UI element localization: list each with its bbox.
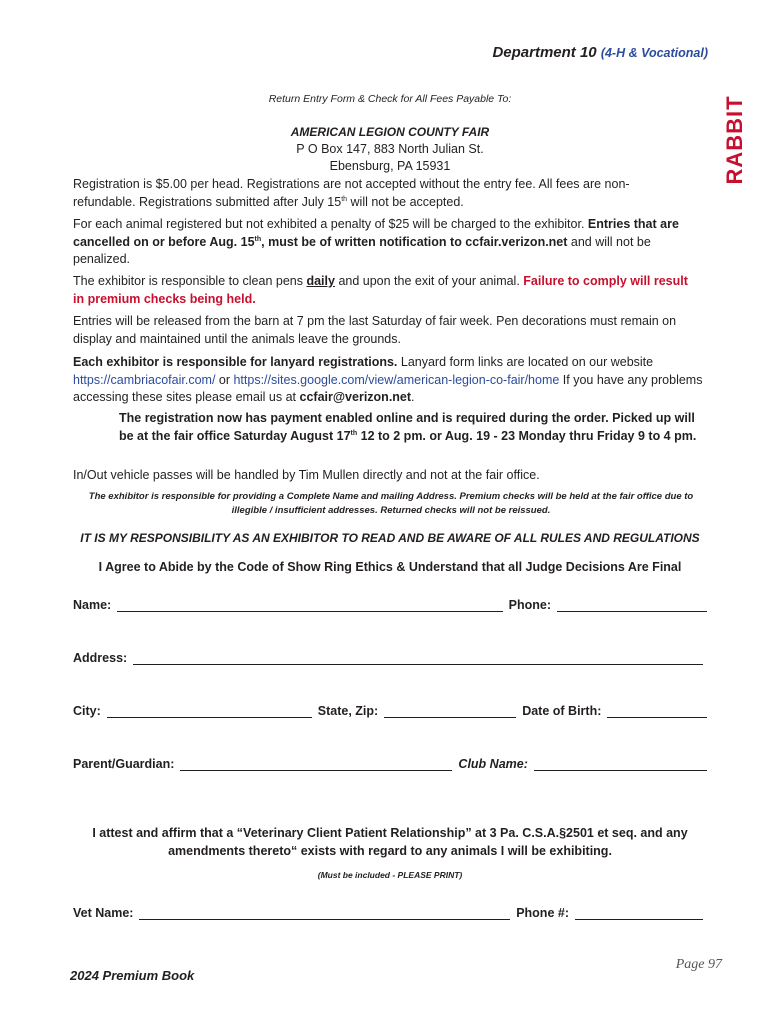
code-of-ethics-statement: I Agree to Abide by the Code of Show Ring Ethics & Understand that all Judge Decisions Are Final — [98, 560, 682, 574]
name-field[interactable] — [117, 597, 502, 612]
address-field[interactable] — [133, 650, 703, 665]
fair-organization: AMERICAN LEGION COUNTY FAIR — [290, 125, 490, 139]
state-zip-field[interactable] — [384, 703, 516, 718]
species-label-text: RABBIT — [722, 95, 747, 185]
dob-field[interactable] — [607, 703, 707, 718]
clean-pens-paragraph: The exhibitor is responsible to clean pens daily and upon the exit of your animal. Failure to comply will result in premium checks being held. — [73, 274, 688, 306]
premium-book-footer: 2024 Premium Book — [70, 968, 195, 983]
address-line-1: P O Box 147, 883 North Julian St. — [296, 142, 484, 156]
parent-club-row — [73, 756, 707, 771]
vet-phone-label: Phone #: — [516, 906, 569, 920]
registration-fee-paragraph: Registration is $5.00 per head. Registrations are not accepted without the entry fee. All fees are non-refundable. Registrations submitted after July 15th will not be accepted. — [73, 177, 630, 209]
club-name-field[interactable] — [534, 756, 707, 771]
address-notice: The exhibitor is responsible for providing a Complete Name and mailing Address. Premium checks will be held at the fair office due to illegible / insufficient addresses. Returned checks will not be reissued. — [88, 491, 694, 516]
city-field[interactable] — [107, 703, 312, 718]
penalty-paragraph: For each animal registered but not exhibited a penalty of $25 will be charged to the exhibitor. Entries that are cancelled on or before Aug. 15th, must be of written notification to ccfair.verizon.net and will not be penalized. — [73, 217, 679, 266]
release-paragraph: Entries will be released from the barn at 7 pm the last Saturday of fair week. Pen decorations must remain on display and maintained until the animals leave the grounds. — [73, 314, 677, 346]
vet-phone-field[interactable] — [575, 905, 703, 920]
vet-row — [73, 905, 703, 920]
city-label: City: — [73, 704, 101, 718]
phone-field[interactable] — [557, 597, 707, 612]
google-sites-link[interactable]: https://sites.google.com/view/american-legion-co-fair/home — [233, 372, 560, 387]
vet-name-field[interactable] — [139, 905, 510, 920]
address-label: Address: — [73, 651, 128, 665]
name-label: Name: — [73, 598, 112, 612]
print-instruction: (Must be included - PLEASE PRINT) — [317, 870, 463, 880]
name-phone-row — [73, 597, 707, 612]
vcpr-attestation: I attest and affirm that a “Veterinary Client Patient Relationship” at 3 Pa. C.S.A.§2501 et seq. and any amendments thereto“ exists with regard to any animals I will be exhibiting. — [92, 826, 688, 858]
lanyard-paragraph: Each exhibitor is responsible for lanyard registrations. Lanyard form links are located on our website https://cambriacofair.com/ or https://sites.google.com/view/american-legion-co-fair/home If you have any problems accessing these sites please email us at ccfair@verizon.net. — [73, 355, 703, 404]
phone-label: Phone: — [508, 598, 551, 612]
address-line-2: Ebensburg, PA 15931 — [329, 159, 451, 173]
department-subtitle: (4-H & Vocational) — [600, 46, 708, 60]
parent-guardian-label: Parent/Guardian: — [73, 757, 175, 771]
state-zip-label: State, Zip: — [317, 704, 379, 718]
vet-name-label: Vet Name: — [73, 906, 134, 920]
vehicle-pass-paragraph: In/Out vehicle passes will be handled by Tim Mullen directly and not at the fair office. — [73, 468, 540, 482]
city-state-dob-row — [73, 703, 707, 718]
address-row — [73, 650, 703, 665]
club-name-label: Club Name: — [458, 757, 528, 771]
online-payment-paragraph: The registration now has payment enabled online and is required during the order. Picked up will be at the fair office Saturday August 17th 12 to 2 pm. or Aug. 19 - 23 Monday thru Friday 9 to 4 pm. — [119, 411, 697, 443]
responsibility-statement: IT IS MY RESPONSIBILITY AS AN EXHIBITOR TO READ AND BE AWARE OF ALL RULES AND REGULATIONS — [80, 531, 700, 545]
department-heading — [492, 44, 708, 61]
cambriacofair-link[interactable]: https://cambriacofair.com/ — [73, 372, 216, 387]
department-title: Department 10 — [492, 44, 597, 61]
dob-label: Date of Birth: — [522, 704, 602, 718]
page-number: Page 97 — [675, 957, 722, 972]
contact-email[interactable]: ccfair@verizon.net — [299, 390, 412, 404]
return-instructions: Return Entry Form & Check for All Fees Payable To: — [268, 93, 512, 105]
parent-guardian-field[interactable] — [180, 756, 452, 771]
